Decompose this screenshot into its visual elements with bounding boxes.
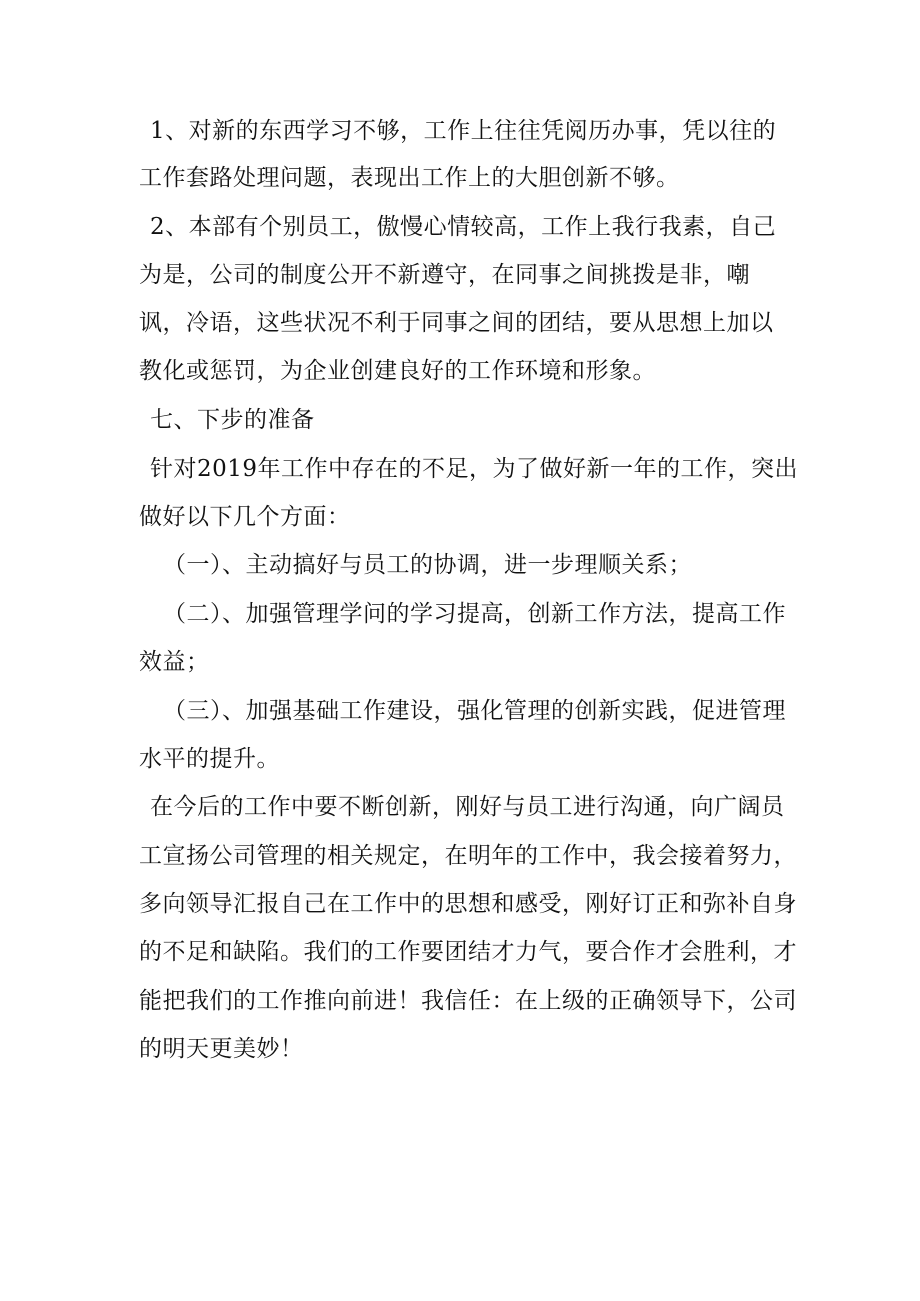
text-line: 的明天更美妙！ xyxy=(139,1036,304,1062)
text-line: 工宣扬公司管理的相关规定，在明年的工作中，我会接着努力， xyxy=(139,843,797,869)
text-line: 的不足和缺陷。我们的工作要团结才力气，要合作才会胜利，才 xyxy=(139,939,797,965)
text-line: 能把我们的工作推向前进！我信任：在上级的正确领导下，公司 xyxy=(139,988,797,1014)
list-item: （一）、主动搞好与员工的协调，进一步理顺关系； xyxy=(163,552,692,578)
text-line: 效益； xyxy=(139,649,210,675)
text-line: 做好以下几个方面： xyxy=(139,504,351,530)
text-line: 多向领导汇报自己在工作中的思想和感受，刚好订正和弥补自身 xyxy=(139,891,797,917)
section-heading: 七、下步的准备 xyxy=(150,407,315,433)
text-line: 工作套路处理问题，表现出工作上的大胆创新不够。 xyxy=(139,165,680,191)
list-item: （三）、加强基础工作建设，强化管理的创新实践，促进管理 xyxy=(163,698,786,724)
text-line: 为是，公司的制度公开不新遵守，在同事之间挑拨是非，嘲 xyxy=(139,262,750,288)
text-line: 1、对新的东西学习不够，工作上往往凭阅历办事，凭以往的 xyxy=(150,118,777,144)
text-line: 水平的提升。 xyxy=(139,746,280,772)
text-line: 教化或惩罚，为企业创建良好的工作环境和形象。 xyxy=(139,358,656,384)
text-line: 2、本部有个别员工，傲慢心情较高，工作上我行我素，自己 xyxy=(150,214,777,240)
text-line: 在今后的工作中要不断创新，刚好与员工进行沟通，向广阔员 xyxy=(150,794,785,820)
text-line: 针对2019年工作中存在的不足，为了做好新一年的工作，突出 xyxy=(150,456,799,482)
text-line: 讽，冷语，这些状况不利于同事之间的团结，要从思想上加以 xyxy=(139,310,774,336)
list-item: （二）、加强管理学问的学习提高，创新工作方法，提高工作 xyxy=(163,601,786,627)
